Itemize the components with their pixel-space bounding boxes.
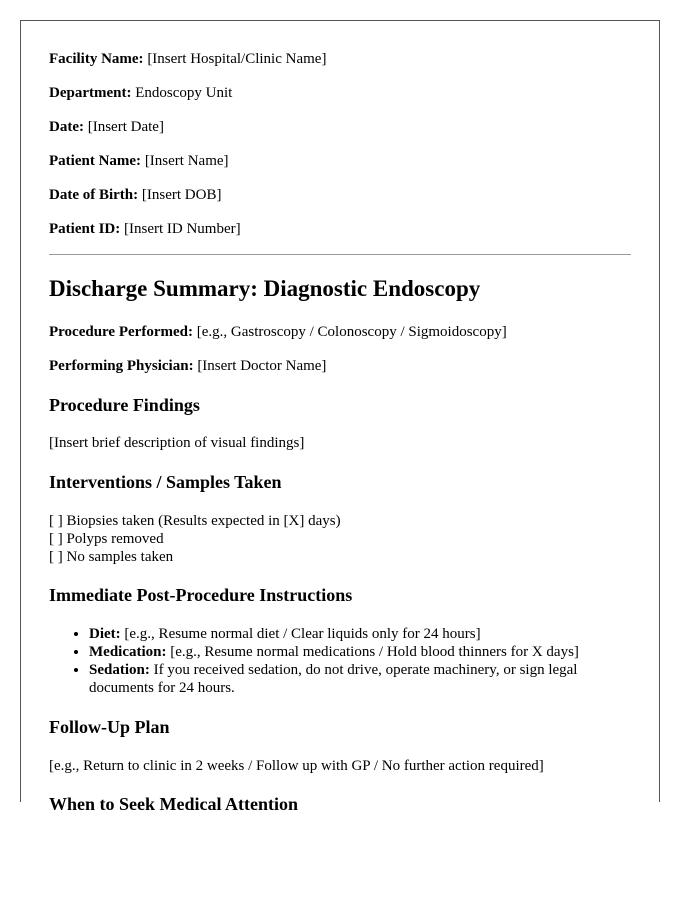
department-field [49,84,232,102]
discharge-summary-sheet [20,20,660,814]
procedure-performed-value: [e.g., Gastroscopy / Colonoscopy / Sigmoidoscopy] [196,324,507,340]
interventions-checklist [49,512,341,566]
date-of-birth-field [49,186,221,204]
checklist-item-polyps: [ ] Polyps removed [49,531,164,547]
instruction-item-medication [89,643,629,661]
findings-heading: Procedure Findings [49,395,200,415]
followup-text: [e.g., Return to clinic in 2 weeks / Follow up with GP / No further action required] [49,758,544,774]
instruction-item-diet [89,625,629,643]
department-value: Endoscopy Unit [135,85,233,101]
department-label: Department: [49,85,132,101]
instruction-medication-label: Medication: [89,644,167,660]
instruction-diet-value: [e.g., Resume normal diet / Clear liquids only for 24 hours] [124,626,481,642]
patient-name-label: Patient Name: [49,153,142,169]
date-of-birth-label: Date of Birth: [49,187,139,203]
patient-id-value: [Insert ID Number] [124,221,241,237]
facility-name-value: [Insert Hospital/Clinic Name] [147,51,327,67]
patient-id-label: Patient ID: [49,221,121,237]
instruction-medication-value: [e.g., Resume normal medications / Hold blood thinners for X days] [170,644,579,660]
checklist-item-biopsies: [ ] Biopsies taken (Results expected in [X] days) [49,513,341,529]
patient-name-field [49,152,229,170]
procedure-performed-label: Procedure Performed: [49,324,193,340]
date-of-birth-value: [Insert DOB] [141,187,222,203]
procedure-performed-field [49,323,507,341]
performing-physician-value: [Insert Doctor Name] [197,358,327,374]
instruction-diet-label: Diet: [89,626,121,642]
patient-name-value: [Insert Name] [144,153,229,169]
facility-name-label: Facility Name: [49,51,144,67]
seek-attention-heading: When to Seek Medical Attention [49,794,298,814]
facility-name-field [49,50,326,68]
section-divider [49,254,631,255]
performing-physician-field [49,357,326,375]
performing-physician-label: Performing Physician: [49,358,194,374]
date-value: [Insert Date] [87,119,164,135]
instructions-list [49,625,629,697]
findings-text: [Insert brief description of visual findings] [49,435,305,451]
instruction-sedation-value: If you received sedation, do not drive, operate machinery, or sign legal documents for 24 hours. [89,662,578,696]
checklist-item-no-samples: [ ] No samples taken [49,549,174,565]
interventions-heading: Interventions / Samples Taken [49,472,282,492]
instruction-sedation-label: Sedation: [89,662,150,678]
date-field [49,118,164,136]
instructions-heading: Immediate Post-Procedure Instructions [49,585,353,605]
followup-heading: Follow-Up Plan [49,717,170,737]
instruction-item-sedation [89,661,629,697]
patient-id-field [49,220,241,238]
date-label: Date: [49,119,84,135]
page-title: Discharge Summary: Diagnostic Endoscopy [49,276,481,301]
